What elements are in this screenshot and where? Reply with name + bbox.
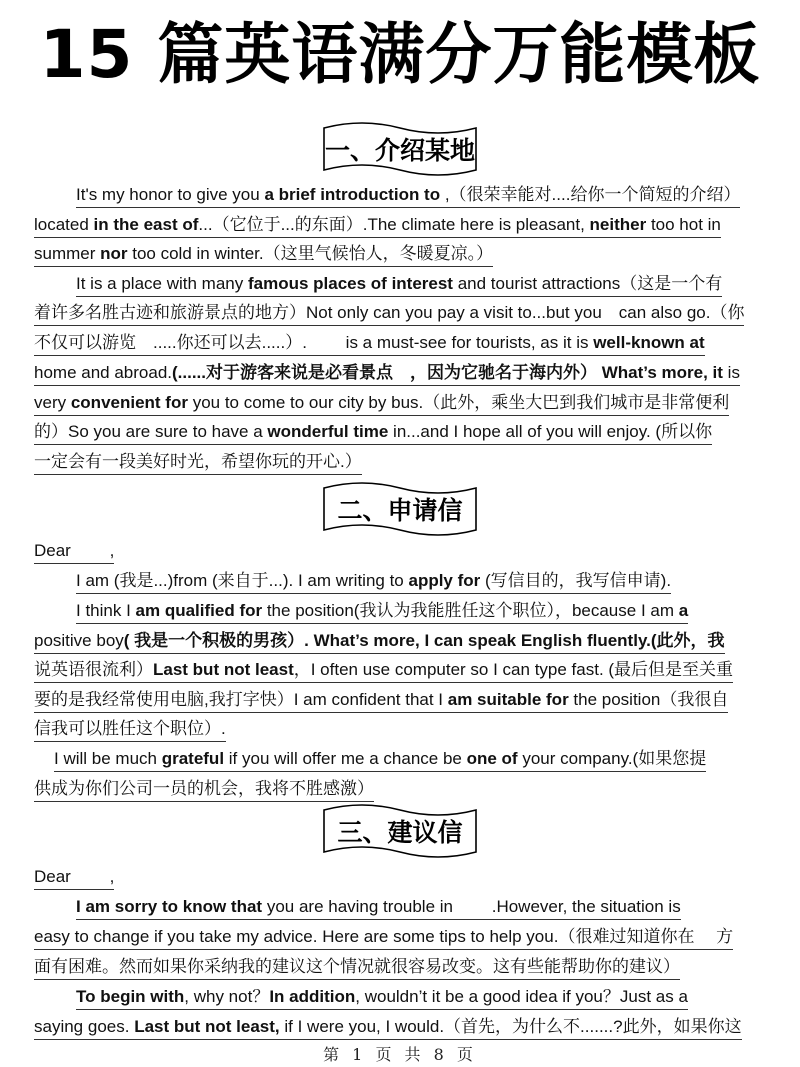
text-line [34,214,721,238]
key-phrase: To begin with [76,987,185,1006]
key-phrase: in the east of [93,215,199,234]
key-phrase: well-known at [593,333,705,352]
text-run: the position(我认为我能胜任这个职位），because I am [262,601,679,620]
text-line [34,332,705,356]
section-heading: 二、申请信 [337,496,463,525]
key-phrase: (......对于游客来说是必看景点 ，因为它驰名于海内外） What’s more, it [172,363,728,382]
text-line [34,689,728,713]
text-run: ...（它位于...的东面）.The climate here is pleasant, [198,215,590,234]
text-run: home and abroad. [34,363,172,382]
key-phrase: grateful [161,749,225,768]
text-run: Dear , [34,541,115,560]
key-phrase: one of [466,749,518,768]
text-line [76,896,681,920]
text-line [34,421,712,445]
text-line [34,451,362,475]
text-run: It's my honor to give you [76,185,265,204]
document-title: 15 篇英语满分万能模板 [39,16,761,93]
text-run: (写信目的，我写信申请). [480,571,672,590]
text-run: very [34,393,71,412]
section-heading-banner [320,118,480,180]
key-phrase: neither [589,215,647,234]
text-run: I think I [76,601,136,620]
text-line [34,540,114,564]
text-run: located [34,215,94,234]
text-line [34,718,226,742]
text-run: I will be much [54,749,162,768]
text-run: 要的是我经常使用电脑,我打字快）I am confident that I [34,690,448,709]
section-heading: 一、介绍某地 [324,136,475,165]
text-run: summer [34,244,101,263]
key-phrase: apply for [408,571,481,590]
text-run: 信我可以胜任这个职位）. [34,719,226,738]
text-run: too cold in winter.（这里气候怡人，冬暖夏凉。） [127,244,494,263]
text-line [76,184,740,208]
text-run: I am (我是...)from (来自于...). I am writing to [76,571,409,590]
text-run: in...and I hope all of you will enjoy. (所以你 [388,422,713,441]
text-run: 不仅可以游览 .....你还可以去.....）. is a must-see for tourists, as it is [34,333,594,352]
key-phrase: In addition [269,987,356,1006]
text-run: saying goes. [34,1017,135,1036]
text-line [34,302,744,326]
section-heading: 三、建议信 [337,818,463,847]
text-line [34,362,740,386]
text-run: if you will offer me a chance be [224,749,467,768]
text-line [34,956,680,980]
text-run: ，I often use computer so I can type fast. (最后但是至关重 [293,660,734,679]
key-phrase: Last but not least [153,660,294,679]
text-line [34,1016,742,1040]
text-run: is [727,363,740,382]
text-line [54,748,706,772]
key-phrase: convenient for [70,393,188,412]
page-footer: 第 1 页 共 8 页 [323,1045,477,1064]
text-line [76,986,688,1010]
text-run: 供成为你们公司一员的机会，我将不胜感激） [34,779,374,798]
key-phrase: wonderful time [267,422,389,441]
section-heading-banner [320,478,480,540]
key-phrase: ( 我是一个积极的男孩）. What’s more, I can speak English fluently.(此外，我 [123,631,725,650]
text-line [34,243,493,267]
text-line [76,273,722,297]
text-run: It is a place with many [76,274,248,293]
text-run: , wouldn’t it be a good idea if you？Just as a [355,987,688,1006]
key-phrase: a [678,601,689,620]
text-run: too hot in [646,215,721,234]
text-line [34,630,725,654]
key-phrase: a brief introduction to [264,185,441,204]
text-line [76,570,671,594]
text-run: , why not？ [184,987,270,1006]
text-run: ,（很荣幸能对....给你一个简短的介绍） [440,185,741,204]
text-run: 着许多名胜古迹和旅游景点的地方）Not only can you pay a visit to...but you can also go.（你 [34,303,745,322]
text-line [34,866,114,890]
key-phrase: am suitable for [447,690,569,709]
text-run: your company.(如果您提 [517,749,707,768]
text-line [34,659,733,683]
section-heading-banner [320,800,480,862]
text-run: and tourist attractions（这是一个有 [452,274,723,293]
text-run: 面有困难。然而如果你采纳我的建议这个情况就很容易改变。这有些能帮助你的建议） [34,957,680,976]
key-phrase: nor [100,244,128,263]
text-line [34,926,733,950]
text-run: if I were you, I would.（首先，为什么不.......?此外，如果你这 [279,1017,742,1036]
key-phrase: famous places of interest [247,274,453,293]
key-phrase: Last but not least, [134,1017,280,1036]
text-run: 一定会有一段美好时光，希望你玩的开心.） [34,452,362,471]
text-run: you to come to our city by bus.（此外，乘坐大巴到我们城市是非常便利 [187,393,730,412]
text-run: positive boy [34,631,124,650]
text-run: easy to change if you take my advice. Here are some tips to help you.（很难过知道你在 方 [34,927,734,946]
text-line [76,600,688,624]
text-run: 说英语很流利） [34,660,153,679]
text-run: the position（我很自 [568,690,729,709]
text-line [34,392,729,416]
text-line [34,778,374,802]
text-run: you are having trouble in .However, the situation is [262,897,681,916]
text-run: Dear , [34,867,115,886]
text-run: 的）So you are sure to have a [34,422,268,441]
key-phrase: am qualified for [135,601,263,620]
key-phrase: I am sorry to know that [76,897,263,916]
